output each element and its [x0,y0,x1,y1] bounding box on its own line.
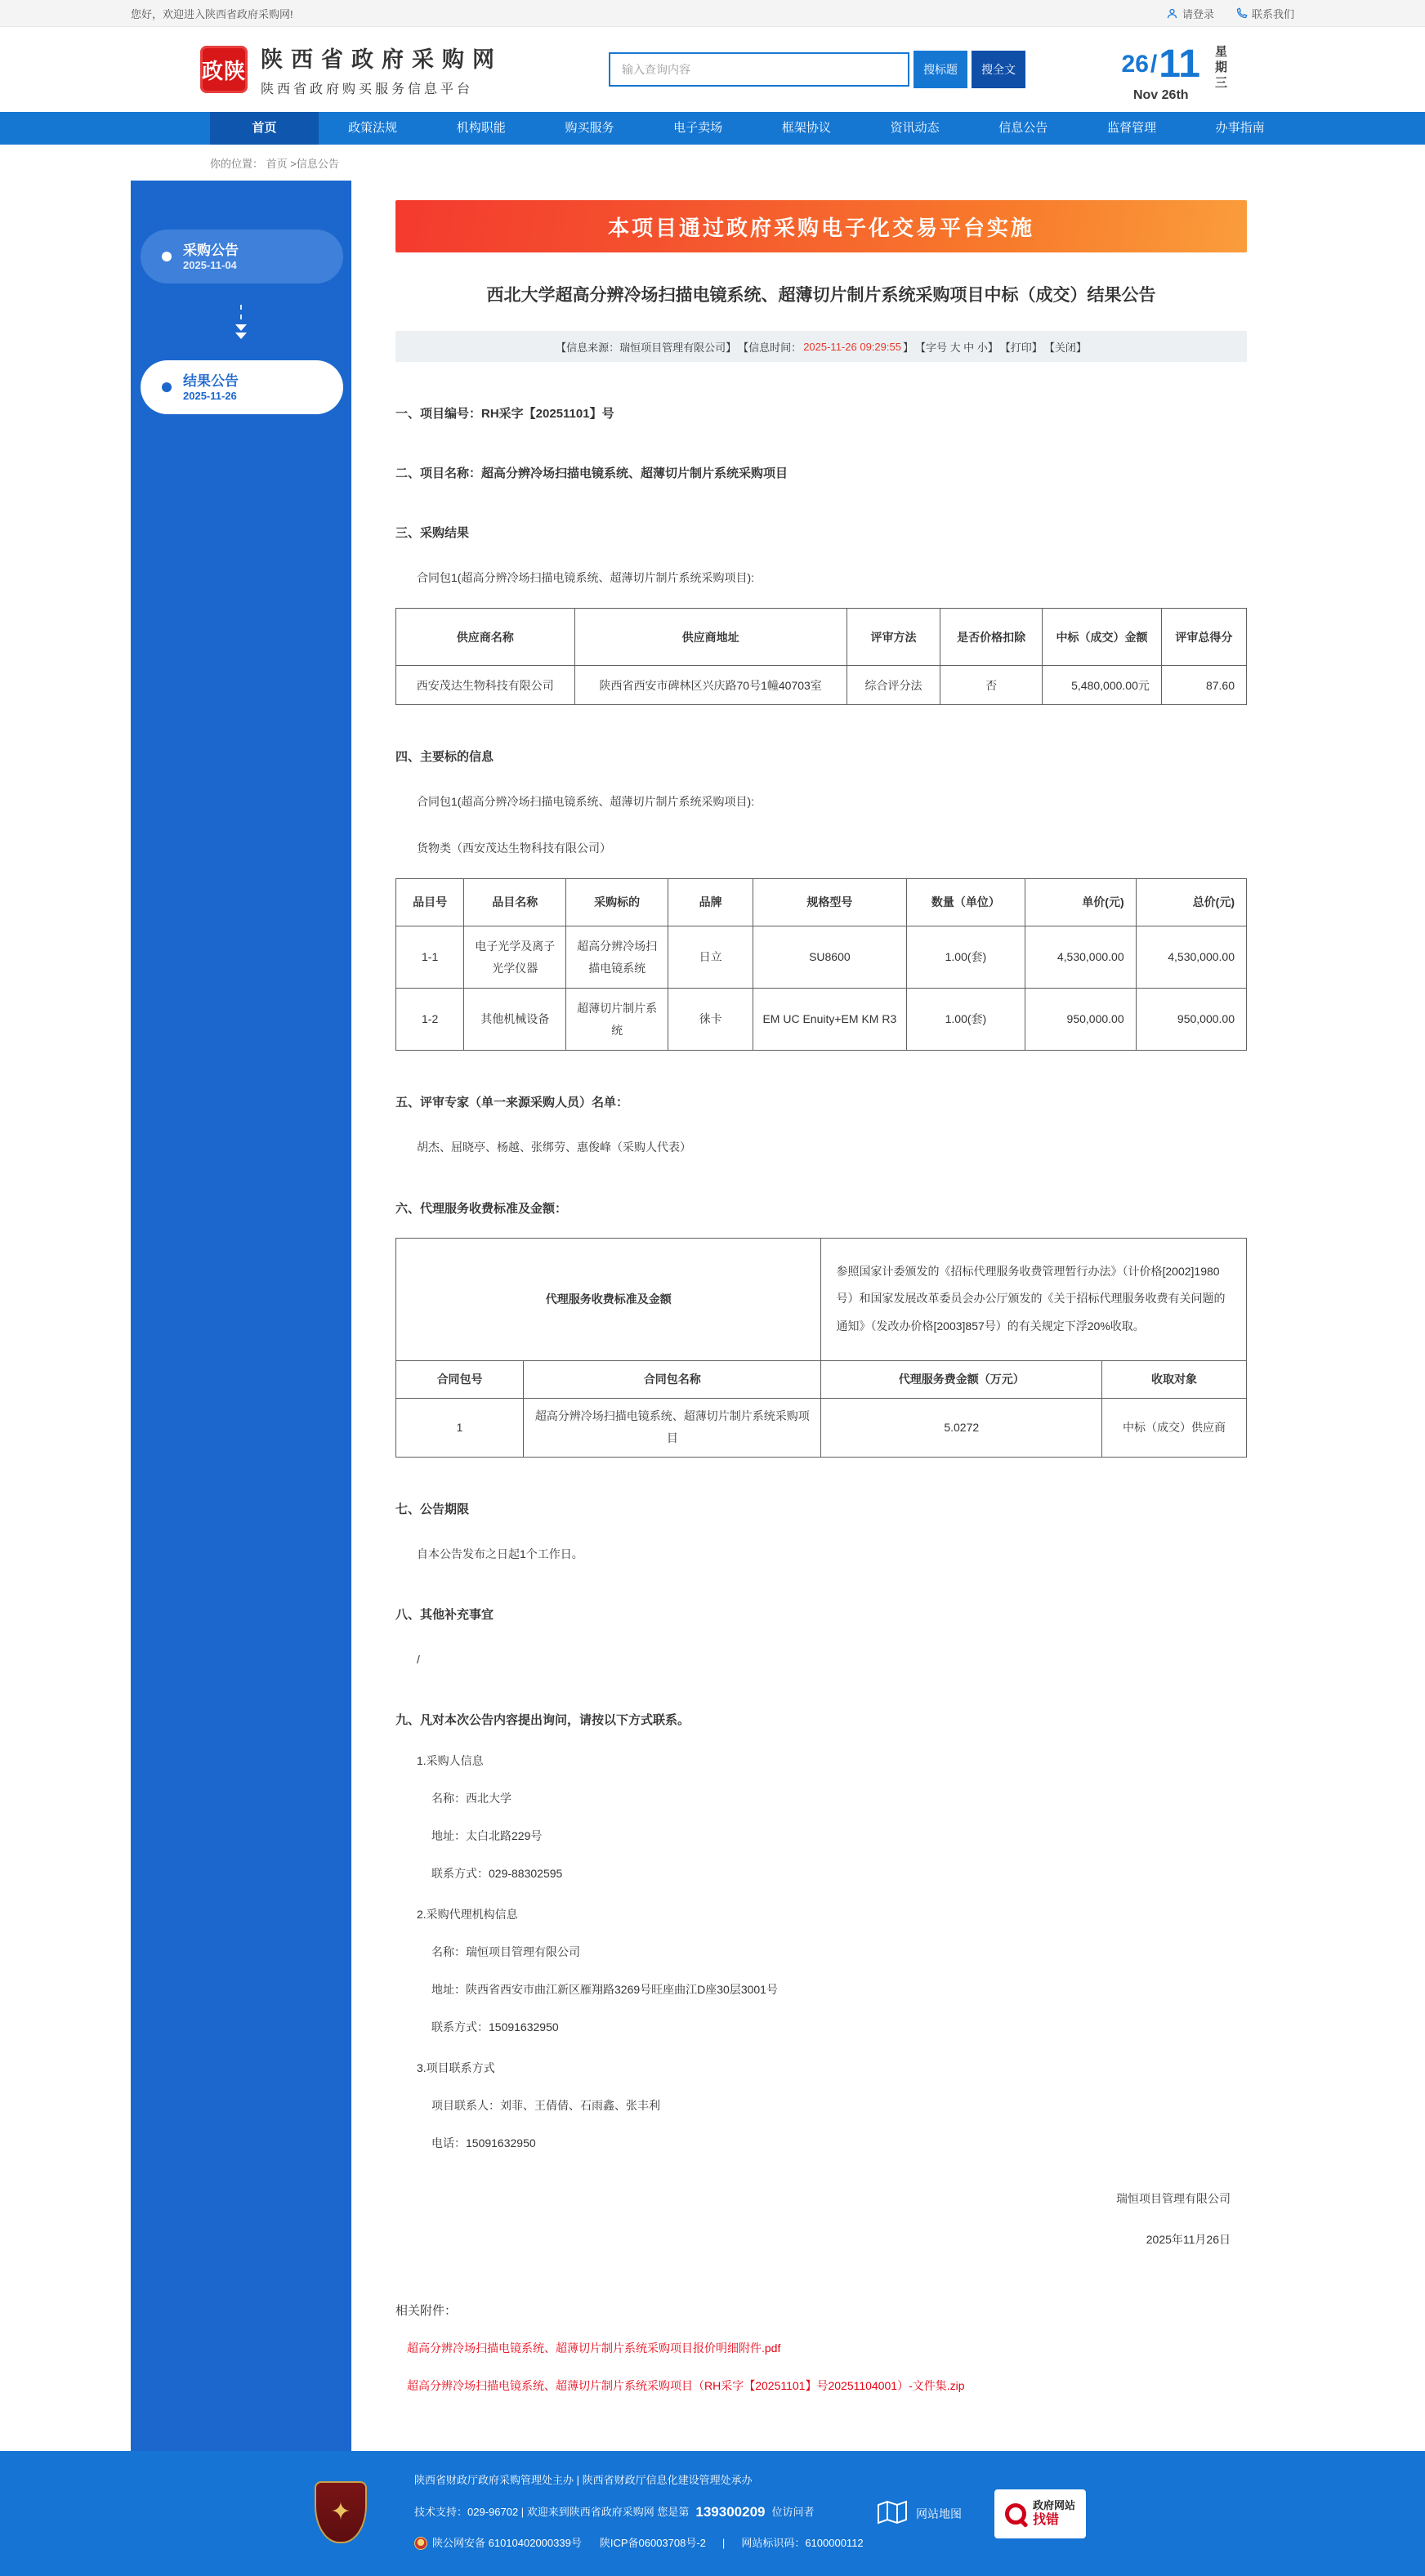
nav-item-supervision[interactable]: 监督管理 [1106,121,1156,135]
bullet-dot-icon [162,382,172,392]
signature-block [395,2190,1231,2248]
attachment-link-pdf[interactable]: 超高分辨冷场扫描电镜系统、超薄切片制片系统采购项目报价明细附件.pdf [407,2342,781,2355]
date-day: 26 [1121,51,1149,78]
welcome-text: 您好，欢迎进入陕西省政府采购网! [131,7,293,20]
section-8-body: / [417,1652,420,1666]
main-nav [0,112,1425,145]
close-button[interactable]: 【关闭】 [1043,341,1087,354]
breadcrumb: 你的位置： 首页 >信息公告 [210,158,339,170]
agency-fee-label: 代理服务收费标准及金额 [396,1238,821,1360]
page-title: 西北大学超高分辨冷场扫描电镜系统、超薄切片制片系统采购项目中标（成交）结果公告 [486,286,1156,305]
signature-date: 2025年11月26日 [1146,2233,1231,2247]
nav-item-announcements[interactable]: 信息公告 [998,121,1048,135]
article-meta-bar: 【信息来源：瑞恒项目管理有限公司】 【信息时间： 2025-11-26 09:29:55 】 【字号 大 中 小】 【打印】 【关闭】 [395,331,1247,362]
weekday: 星期三 [1213,45,1227,92]
col-agency-fee: 代理服务费金额（万元） [821,1360,1102,1398]
col-supplier-name: 供应商名称 [396,609,575,666]
contact-label: 联系我们 [1251,7,1294,20]
site-logo [200,46,248,93]
timeline-sidebar [131,181,351,2451]
col-award-amount: 中标（成交）金额 [1043,609,1162,666]
col-brand: 品牌 [668,879,753,926]
font-size-controls[interactable]: 【字号 大 中 小】 [914,341,998,354]
nav-item-framework[interactable]: 框架协议 [781,121,831,135]
public-security-badge-icon [414,2537,427,2550]
col-quantity: 数量（单位） [906,879,1025,926]
nav-item-functions[interactable]: 机构职能 [456,121,506,135]
date-english: Nov 26th [1132,88,1189,102]
footer-organizer-line: 陕西省财政厅政府采购管理处主办 | 陕西省财政厅信息化建设管理处承办 [414,2474,753,2487]
project-phone: 电话：15091632950 [431,2136,536,2150]
user-icon [1166,7,1178,20]
search-fulltext-button[interactable]: 搜全文 [972,51,1025,88]
meta-source: 【信息来源：瑞恒项目管理有限公司】 [556,341,737,354]
section-6-heading: 六、代理服务收费标准及金额： [395,1201,568,1216]
contact-link[interactable] [1235,6,1294,21]
login-link[interactable] [1166,6,1214,21]
topbar [0,0,1425,27]
agency-phone: 联系方式：15091632950 [431,2020,559,2034]
col-subject: 采购标的 [566,879,668,926]
site-logo-text: 政陕 [201,58,246,83]
col-package-no: 合同包号 [396,1360,524,1398]
date-month: 11 [1159,42,1200,86]
project-contacts: 项目联系人：刘菲、王倩倩、石雨鑫、张丰利 [431,2099,660,2113]
purchaser-address: 地址：太白北路229号 [431,1829,543,1843]
section-9-heading: 九、凡对本次公告内容提出询问，请按以下方式联系。 [395,1713,690,1728]
gov-site-error-report-badge[interactable]: 政府网站 找错 [994,2489,1086,2538]
section-7-heading: 七、公告期限 [395,1502,470,1516]
article-content [351,181,1294,2451]
section-1-heading: 一、项目编号：RH采字【20251101】号 [395,407,614,421]
col-unit-price: 单价(元) [1025,879,1136,926]
search-input[interactable] [609,52,909,87]
nav-item-home[interactable]: 首页 [210,112,319,145]
footer-support-line: 技术支持：029-96702 | 欢迎来到陕西省政府采购网 您是第 139300209 位访问者 [414,2502,864,2523]
signature-company: 瑞恒项目管理有限公司 [1116,2192,1231,2206]
col-eval-method: 评审方法 [847,609,940,666]
table-row: 1-2 其他机械设备 超薄切片制片系统 徕卡 EM UC Enuity+EM KM R3 1.00(套) 950,000.00 950,000.00 [396,989,1247,1051]
site-title: 陕西省政府采购网 [261,47,503,72]
section-5-heading: 五、评审专家（单一来源采购人员）名单： [395,1096,629,1110]
arrow-down-icon [131,305,351,339]
col-model: 规格型号 [753,879,906,926]
nav-item-e-marketplace[interactable]: 电子卖场 [673,121,723,135]
section-8-heading: 八、其他补充事宜 [395,1607,494,1622]
table-row: 1 超高分辨冷场扫描电镜系统、超薄切片制片系统采购项目 5.0272 中标（成交）供应商 [396,1398,1247,1457]
agency-fee-table [395,1238,1247,1458]
visitor-count: 139300209 [695,2503,766,2520]
platform-banner: 本项目通过政府采购电子化交易平台实施 [395,200,1247,252]
icp-record[interactable]: 陕ICP备06003708号-2 [599,2537,706,2550]
sitemap-link[interactable]: 网站地图 [877,2498,962,2529]
finance-supervision-badge-icon: ✦ [315,2481,367,2543]
result-table [395,608,1247,705]
phone-icon [1235,7,1248,20]
date-block: 26/11 Nov 26th 星期三 [1121,42,1227,102]
sidebar-item-procurement-announcement[interactable]: 采购公告 2025-11-04 [141,230,343,283]
section-3-heading: 三、采购结果 [395,526,470,540]
col-price-deduction: 是否价格扣除 [940,609,1043,666]
attachments-label: 相关附件： [395,2304,458,2319]
nav-item-guide[interactable]: 办事指南 [1215,121,1265,135]
agency-address: 地址：陕西省西安市曲江新区雁翔路3269号旺座曲江D座30层3001号 [431,1983,778,1997]
breadcrumb-home-link[interactable]: 首页 [266,158,288,170]
print-button[interactable]: 【打印】 [999,341,1043,354]
col-item-no: 品目号 [396,879,464,926]
breadcrumb-prefix: 你的位置： [210,158,264,170]
purchaser-name: 名称：西北大学 [431,1792,511,1806]
breadcrumb-current: 信息公告 [296,158,339,170]
sidebar-item-result-announcement[interactable]: 结果公告 2025-11-26 [141,360,343,414]
header [0,27,1425,112]
footer-record-line: 陕公网安备 61010402000339号 陕ICP备06003708号-2 | 网站标识码：6100000112 [414,2535,864,2551]
bullet-dot-icon [162,252,172,261]
agency-fee-basis: 参照国家计委颁发的《招标代理服务收费管理暂行办法》（计价格[2002]1980号）和国家发展改革委员会办公厅颁发的《关于招标代理服务收费有关问题的通知》（发改办价格[2003]857号）的有关规定下浮20%收取。 [821,1238,1247,1360]
magnifier-icon [1005,2503,1026,2525]
table-row: 西安茂达生物科技有限公司 陕西省西安市碑林区兴庆路70号1幢40703室 综合评分法 否 5,480,000.00元 87.60 [396,666,1247,705]
col-total-score: 评审总得分 [1161,609,1246,666]
items-table [395,878,1247,1051]
col-package-name: 合同包名称 [524,1360,821,1398]
search-title-button[interactable]: 搜标题 [914,51,967,88]
agency-info-title: 2.采购代理机构信息 [417,1908,518,1922]
attachment-link-zip[interactable]: 超高分辨冷场扫描电镜系统、超薄切片制片系统采购项目（RH采字【20251101】号20251104001）-文件集.zip [407,2379,965,2393]
table-row: 1-1 电子光学及离子光学仪器 超高分辨冷场扫描电镜系统 日立 SU8600 1.00(套) 4,530,000.00 4,530,000.00 [396,926,1247,989]
section-7-body: 自本公告发布之日起1个工作日。 [417,1547,583,1560]
login-label: 请登录 [1182,7,1214,20]
nav-item-policies[interactable]: 政策法规 [348,121,398,135]
col-item-name: 品目名称 [464,879,566,926]
section-5-body: 胡杰、屈晓亭、杨越、张绑劳、惠俊峰（采购人代表） [417,1141,691,1154]
site-code: 网站标识码：6100000112 [741,2537,864,2550]
project-contact-title: 3.项目联系方式 [417,2061,495,2075]
section-2-heading: 二、项目名称：超高分辨冷场扫描电镜系统、超薄切片制片系统采购项目 [395,467,788,480]
meta-time: 2025-11-26 09:29:55 [803,340,901,353]
section-4-heading: 四、主要标的信息 [395,750,494,765]
col-supplier-address: 供应商地址 [574,609,847,666]
col-fee-payer: 收取对象 [1102,1360,1247,1398]
search-area [609,51,1025,88]
footer [0,2451,1425,2576]
purchaser-phone: 联系方式：029-88302595 [431,1867,563,1881]
nav-item-news[interactable]: 资讯动态 [890,121,940,135]
map-icon [877,2498,908,2529]
section-4-body1: 合同包1(超高分辨冷场扫描电镜系统、超薄切片制片系统采购项目): [417,795,754,809]
site-subtitle: 陕西省政府购买服务信息平台 [261,83,474,96]
psb-record[interactable]: 陕公网安备 61010402000339号 [432,2537,582,2550]
purchaser-info-title: 1.采购人信息 [417,1754,484,1768]
agency-name: 名称：瑞恒项目管理有限公司 [431,1945,580,1959]
col-total-price: 总价(元) [1136,879,1246,926]
section-4-body2: 货物类（西安茂达生物科技有限公司） [417,841,611,855]
nav-item-purchase-services[interactable]: 购买服务 [565,121,614,135]
section-3-body: 合同包1(超高分辨冷场扫描电镜系统、超薄切片制片系统采购项目): [417,571,754,584]
